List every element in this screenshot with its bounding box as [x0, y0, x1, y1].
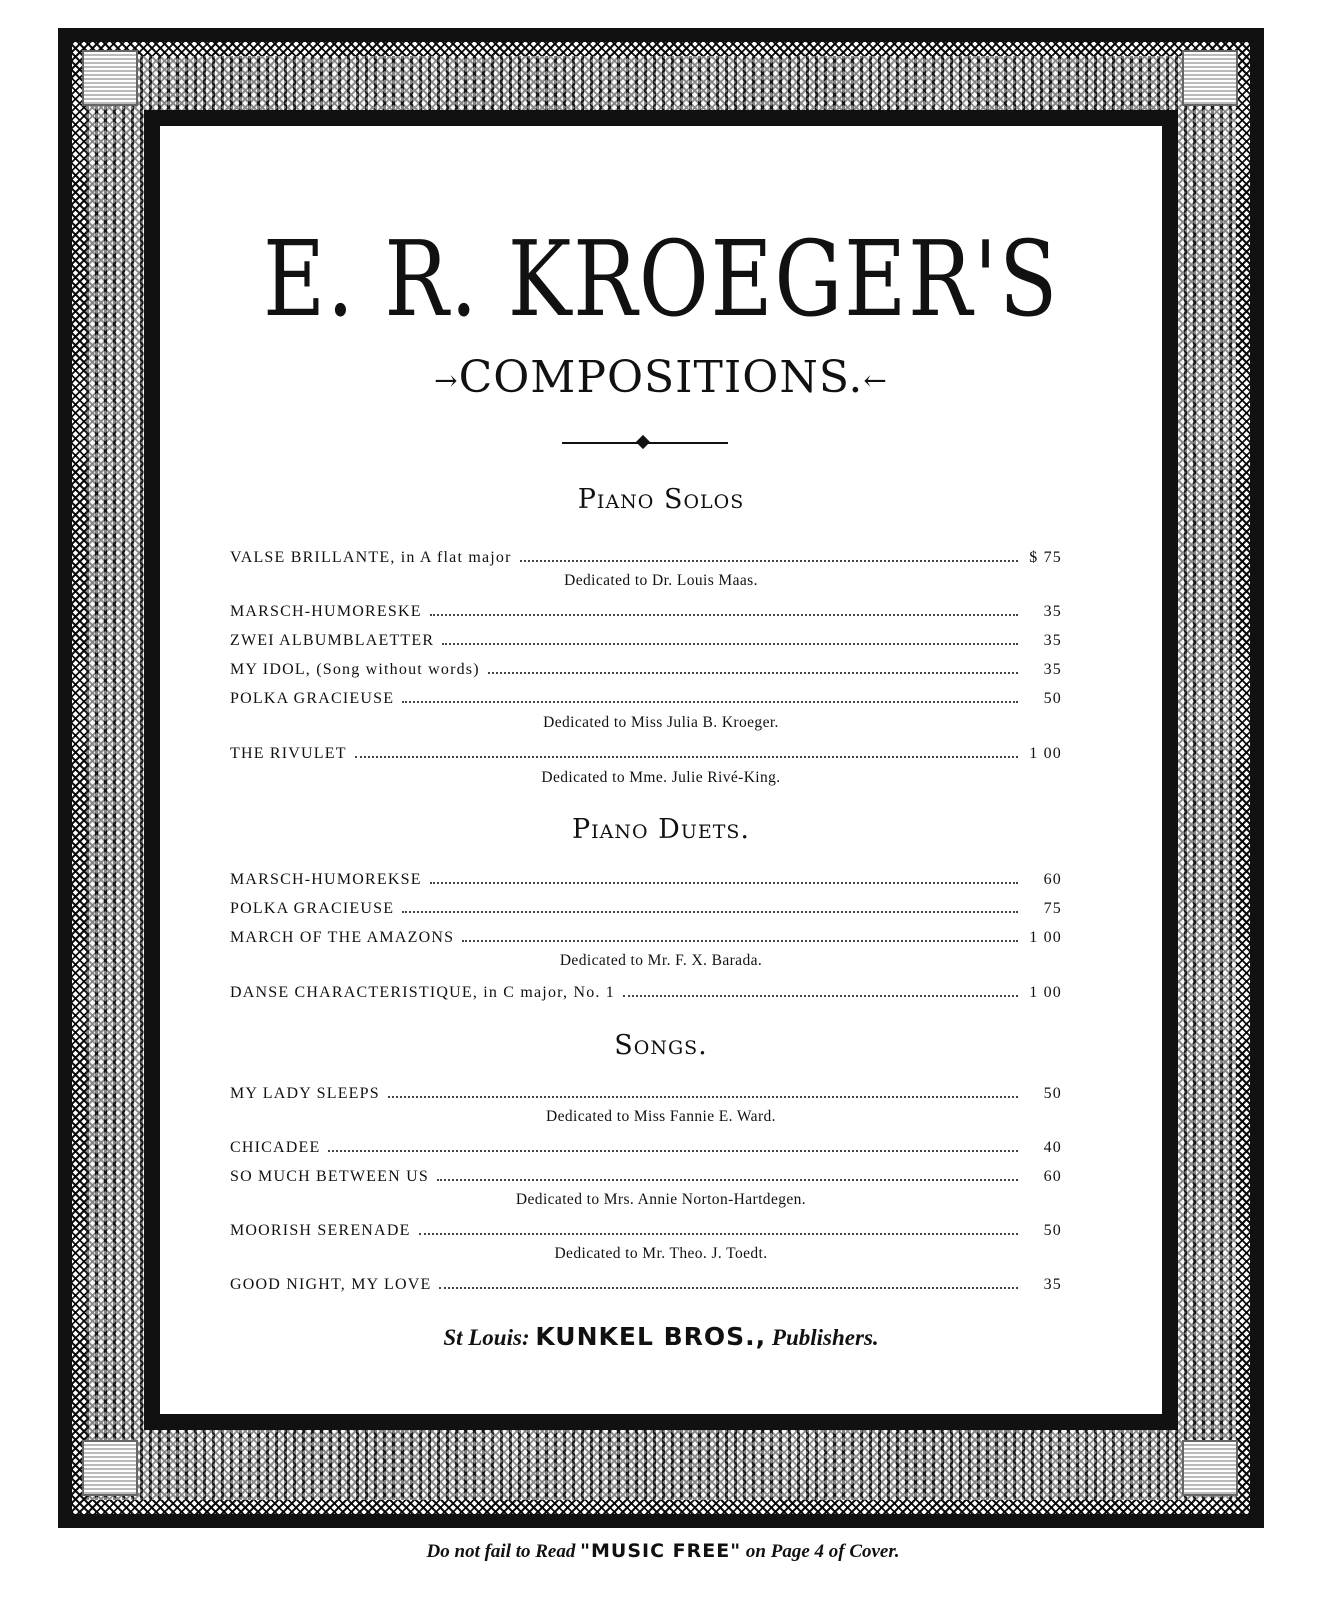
item-price: 35 [1043, 661, 1062, 678]
item-price: 60 [1043, 1168, 1062, 1185]
dot-leader [388, 1082, 1018, 1098]
section-title-piano-solos: Piano Solos [577, 484, 745, 515]
footer-highlight: "MUSIC FREE" [580, 1540, 742, 1562]
subtitle-text: COMPOSITIONS. [458, 352, 864, 403]
dedication-text: Dedicated to Dr. Louis Maas. [564, 572, 758, 589]
corner-ornament [82, 50, 138, 106]
item-price: 1 00 [1029, 984, 1062, 1001]
item-title: MOORISH SERENADE [230, 1222, 411, 1239]
page-subtitle [160, 352, 1162, 403]
footer-text-before: Do not fail to Read [426, 1541, 576, 1562]
item-price: 1 00 [1029, 929, 1062, 946]
corner-ornament [1182, 1440, 1238, 1496]
item-title: MY IDOL, (Song without words) [230, 661, 480, 678]
list-item [230, 897, 1062, 921]
item-price: 50 [1043, 690, 1062, 707]
list-item [230, 742, 1062, 766]
list-item [230, 868, 1062, 892]
item-price: 35 [1043, 632, 1062, 649]
list-item [230, 658, 1062, 682]
content-panel [160, 126, 1162, 1414]
dot-leader [402, 897, 1018, 913]
dot-leader [437, 1165, 1018, 1181]
list-item [230, 926, 1062, 950]
section-title-songs: Songs. [614, 1030, 708, 1061]
dot-leader [442, 629, 1018, 645]
publisher-name: KUNKEL BROS., [535, 1322, 767, 1351]
list-item [230, 1273, 1062, 1297]
arrow-right-icon: → [434, 364, 459, 397]
dot-leader [419, 1219, 1018, 1235]
dedication-text: Dedicated to Miss Julia B. Kroeger. [543, 714, 779, 731]
item-price: 1 00 [1029, 745, 1062, 762]
page-title: E. R. KROEGER'S [262, 218, 1060, 340]
dedication-text: Dedicated to Mr. F. X. Barada. [559, 952, 763, 969]
diamond-icon [636, 435, 650, 449]
list-item [230, 1165, 1062, 1189]
item-title: POLKA GRACIEUSE [230, 900, 395, 917]
dot-leader [430, 868, 1018, 884]
list-item [230, 546, 1062, 570]
list-item [230, 981, 1062, 1005]
dot-leader [430, 600, 1018, 616]
item-title: POLKA GRACIEUSE [230, 690, 395, 707]
publisher-place: St Louis: [443, 1325, 530, 1350]
item-title: THE RIVULET [230, 745, 347, 762]
item-title: MY LADY SLEEPS [230, 1085, 380, 1102]
publisher-line [160, 1322, 1162, 1351]
dedication-text: Dedicated to Mme. Julie Rivé-King. [541, 769, 781, 786]
dot-leader [623, 981, 1018, 997]
publisher-role: Publishers. [771, 1325, 879, 1350]
corner-ornament [82, 1440, 138, 1496]
item-title: MARSCH-HUMOREKSE [230, 871, 422, 888]
item-title: VALSE BRILLANTE, in A flat major [230, 549, 512, 566]
dot-leader [462, 926, 1018, 942]
dot-leader [520, 546, 1018, 562]
item-price: 40 [1043, 1139, 1062, 1156]
list-item [230, 687, 1062, 711]
item-price: 50 [1043, 1085, 1062, 1102]
arrow-left-icon: ← [863, 364, 888, 397]
list-item [230, 600, 1062, 624]
dot-leader [402, 687, 1018, 703]
item-price: 50 [1043, 1222, 1062, 1239]
list-item [230, 629, 1062, 653]
list-item [230, 1136, 1062, 1160]
dedication-text: Dedicated to Mr. Theo. J. Toedt. [554, 1245, 768, 1262]
item-title: SO MUCH BETWEEN US [230, 1168, 429, 1185]
list-item [230, 1082, 1062, 1106]
section-title-piano-duets: Piano Duets. [572, 814, 750, 845]
item-title: ZWEI ALBUMBLAETTER [230, 632, 435, 649]
item-title: GOOD NIGHT, MY LOVE [230, 1276, 432, 1293]
dot-leader [439, 1273, 1018, 1289]
corner-ornament [1182, 50, 1238, 106]
dedication-text: Dedicated to Miss Fannie E. Ward. [546, 1108, 776, 1125]
item-price: 75 [1043, 900, 1062, 917]
dot-leader [488, 658, 1018, 674]
item-price: 35 [1043, 1276, 1062, 1293]
item-title: DANSE CHARACTERISTIQUE, in C major, No. 1 [230, 984, 615, 1001]
item-price: $ 75 [1029, 549, 1062, 566]
item-title: MARSCH-HUMORESKE [230, 603, 422, 620]
dedication-text: Dedicated to Mrs. Annie Norton-Hartdegen. [515, 1191, 807, 1208]
item-price: 35 [1043, 603, 1062, 620]
item-title: MARCH OF THE AMAZONS [230, 929, 455, 946]
list-item [230, 1219, 1062, 1243]
dot-leader [328, 1136, 1018, 1152]
footer-note [0, 1540, 1326, 1563]
item-title: CHICADEE [230, 1139, 321, 1156]
dot-leader [355, 742, 1018, 758]
footer-text-after: on Page 4 of Cover. [745, 1541, 900, 1562]
item-price: 60 [1043, 871, 1062, 888]
